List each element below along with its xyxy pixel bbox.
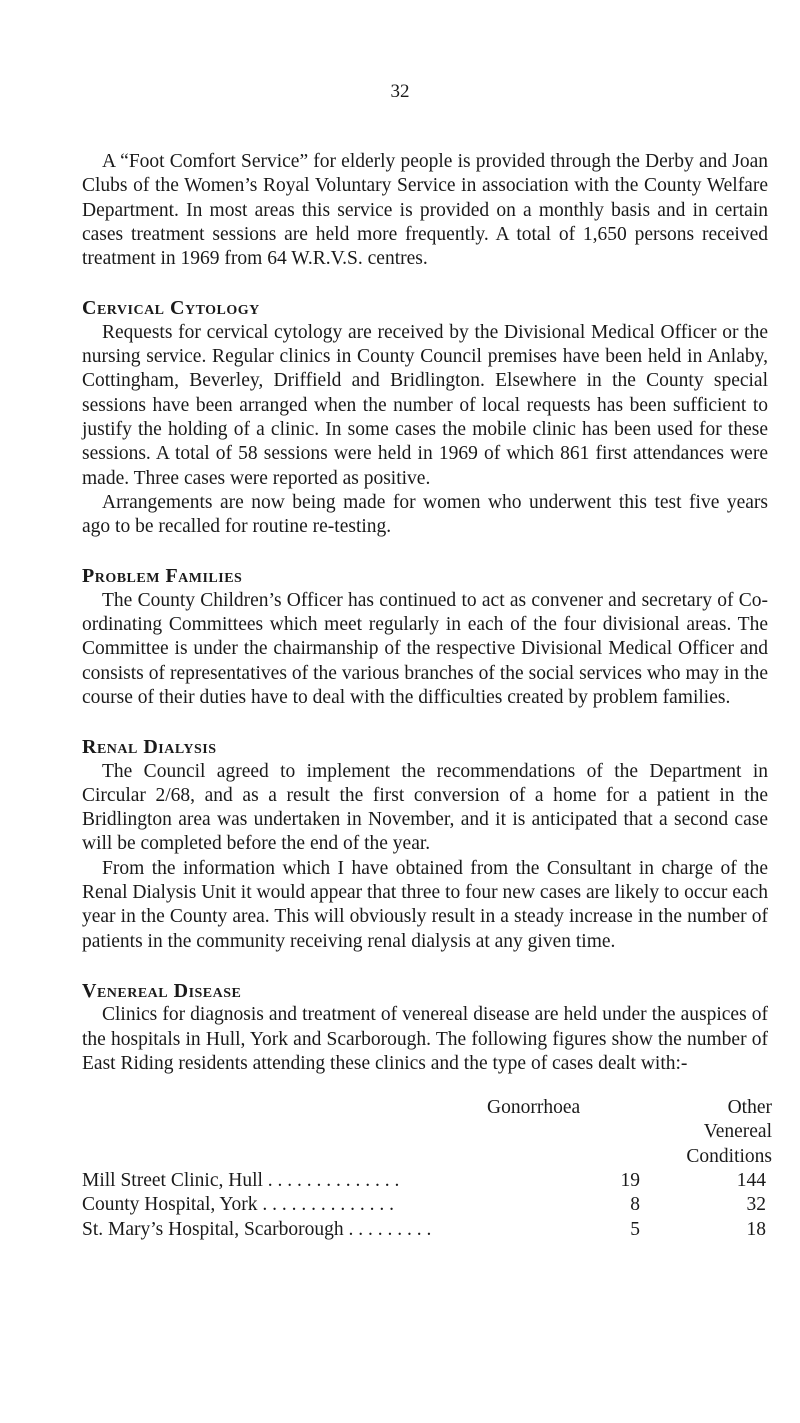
paragraph: The County Children’s Officer has continued to act as convener and secretary of Co-ordinating Committees which meet regularly in each of the four divisional areas. The Committee is under the chairmanship of the respective Divisional Medical Officer and consists of representatives of the various branches of the social services who may in the course of their duties have to deal with the difficulties created by problem families. — [82, 589, 768, 708]
table-row — [82, 1193, 768, 1217]
section-venereal-disease — [82, 979, 772, 1242]
section-heading: Cervical Cytology — [82, 297, 260, 320]
paragraph: From the information which I have obtained from the Consultant in charge of the Renal Dialysis Unit it would appear that three to four new cases are likely to occur each year in the County area. This will obviously result in a steady increase in the number of patients in the community receiving renal dialysis at any given time. — [82, 857, 768, 952]
gonorrhoea-count: 5 — [630, 1218, 640, 1240]
other-count: 144 — [736, 1170, 766, 1192]
table-header — [82, 1096, 772, 1169]
column-header-line: Conditions — [686, 1145, 772, 1167]
table-row — [82, 1218, 768, 1242]
section-problem-families — [82, 564, 768, 710]
column-header-line: Venereal — [703, 1121, 772, 1143]
gonorrhoea-count: 19 — [620, 1170, 640, 1192]
paragraph: The Council agreed to implement the recommendations of the Department in Circular 2/68, and as a result the first conversion of a home for a patient in the Bridlington area was undertaken in November, and it is anticipated that a second case will be completed before the end of the year. — [82, 760, 768, 855]
section-renal-dialysis — [82, 735, 768, 954]
other-count: 18 — [746, 1218, 766, 1240]
page-content — [82, 150, 772, 1242]
row-label: St. Mary’s Hospital, Scarborough . . . . . . . . . — [82, 1218, 432, 1240]
intro-paragraph: A “Foot Comfort Service” for elderly people is provided through the Derby and Joan Clubs of the Women’s Royal Voluntary Service in association with the County Welfare Department. In most areas this service is provided on a monthly basis and in certain cases treatment sessions are held more frequently. A total of 1,650 persons received treatment in 1969 from 64 W.R.V.S. centres. — [82, 151, 768, 270]
table-row — [82, 1169, 768, 1193]
paragraph: Requests for cervical cytology are received by the Divisional Medical Officer or the nursing service. Regular clinics in County Council premises have been held in Anlaby, Cottingham, Beverley, Driffield and Bridlington. Elsewhere in the County special sessions have been arranged when the number of local requests has been sufficient to justify the holding of a clinic. In some cases the mobile clinic has been used for these sessions. A total of 58 sessions were held in 1969 of which 861 first attendances were made. Three cases were reported as positive. — [82, 321, 768, 489]
column-header-gonorrhoea: Gonorrhoea — [487, 1097, 581, 1119]
section-heading: Venereal Disease — [82, 979, 242, 1002]
paragraph: Arrangements are now being made for women who underwent this test five years ago to be recalled for routine re-testing. — [82, 491, 768, 538]
section-heading: Renal Dialysis — [82, 736, 217, 759]
section-cervical-cytology — [82, 296, 768, 539]
other-count: 32 — [746, 1194, 766, 1216]
page-number: 32 — [390, 81, 410, 102]
paragraph: Clinics for diagnosis and treatment of venereal disease are held under the auspices of the hospitals in Hull, York and Scarborough. The following figures show the number of East Riding residents attending these clinics and the type of cases dealt with:- — [82, 1004, 768, 1074]
section-heading: Problem Families — [82, 565, 243, 588]
row-label: Mill Street Clinic, Hull . . . . . . . . . . . . . . — [82, 1170, 400, 1192]
gonorrhoea-count: 8 — [630, 1194, 640, 1216]
column-header-line: Other — [727, 1097, 772, 1119]
column-header-other — [622, 1096, 772, 1169]
row-label: County Hospital, York . . . . . . . . . . . . . . — [82, 1194, 395, 1216]
